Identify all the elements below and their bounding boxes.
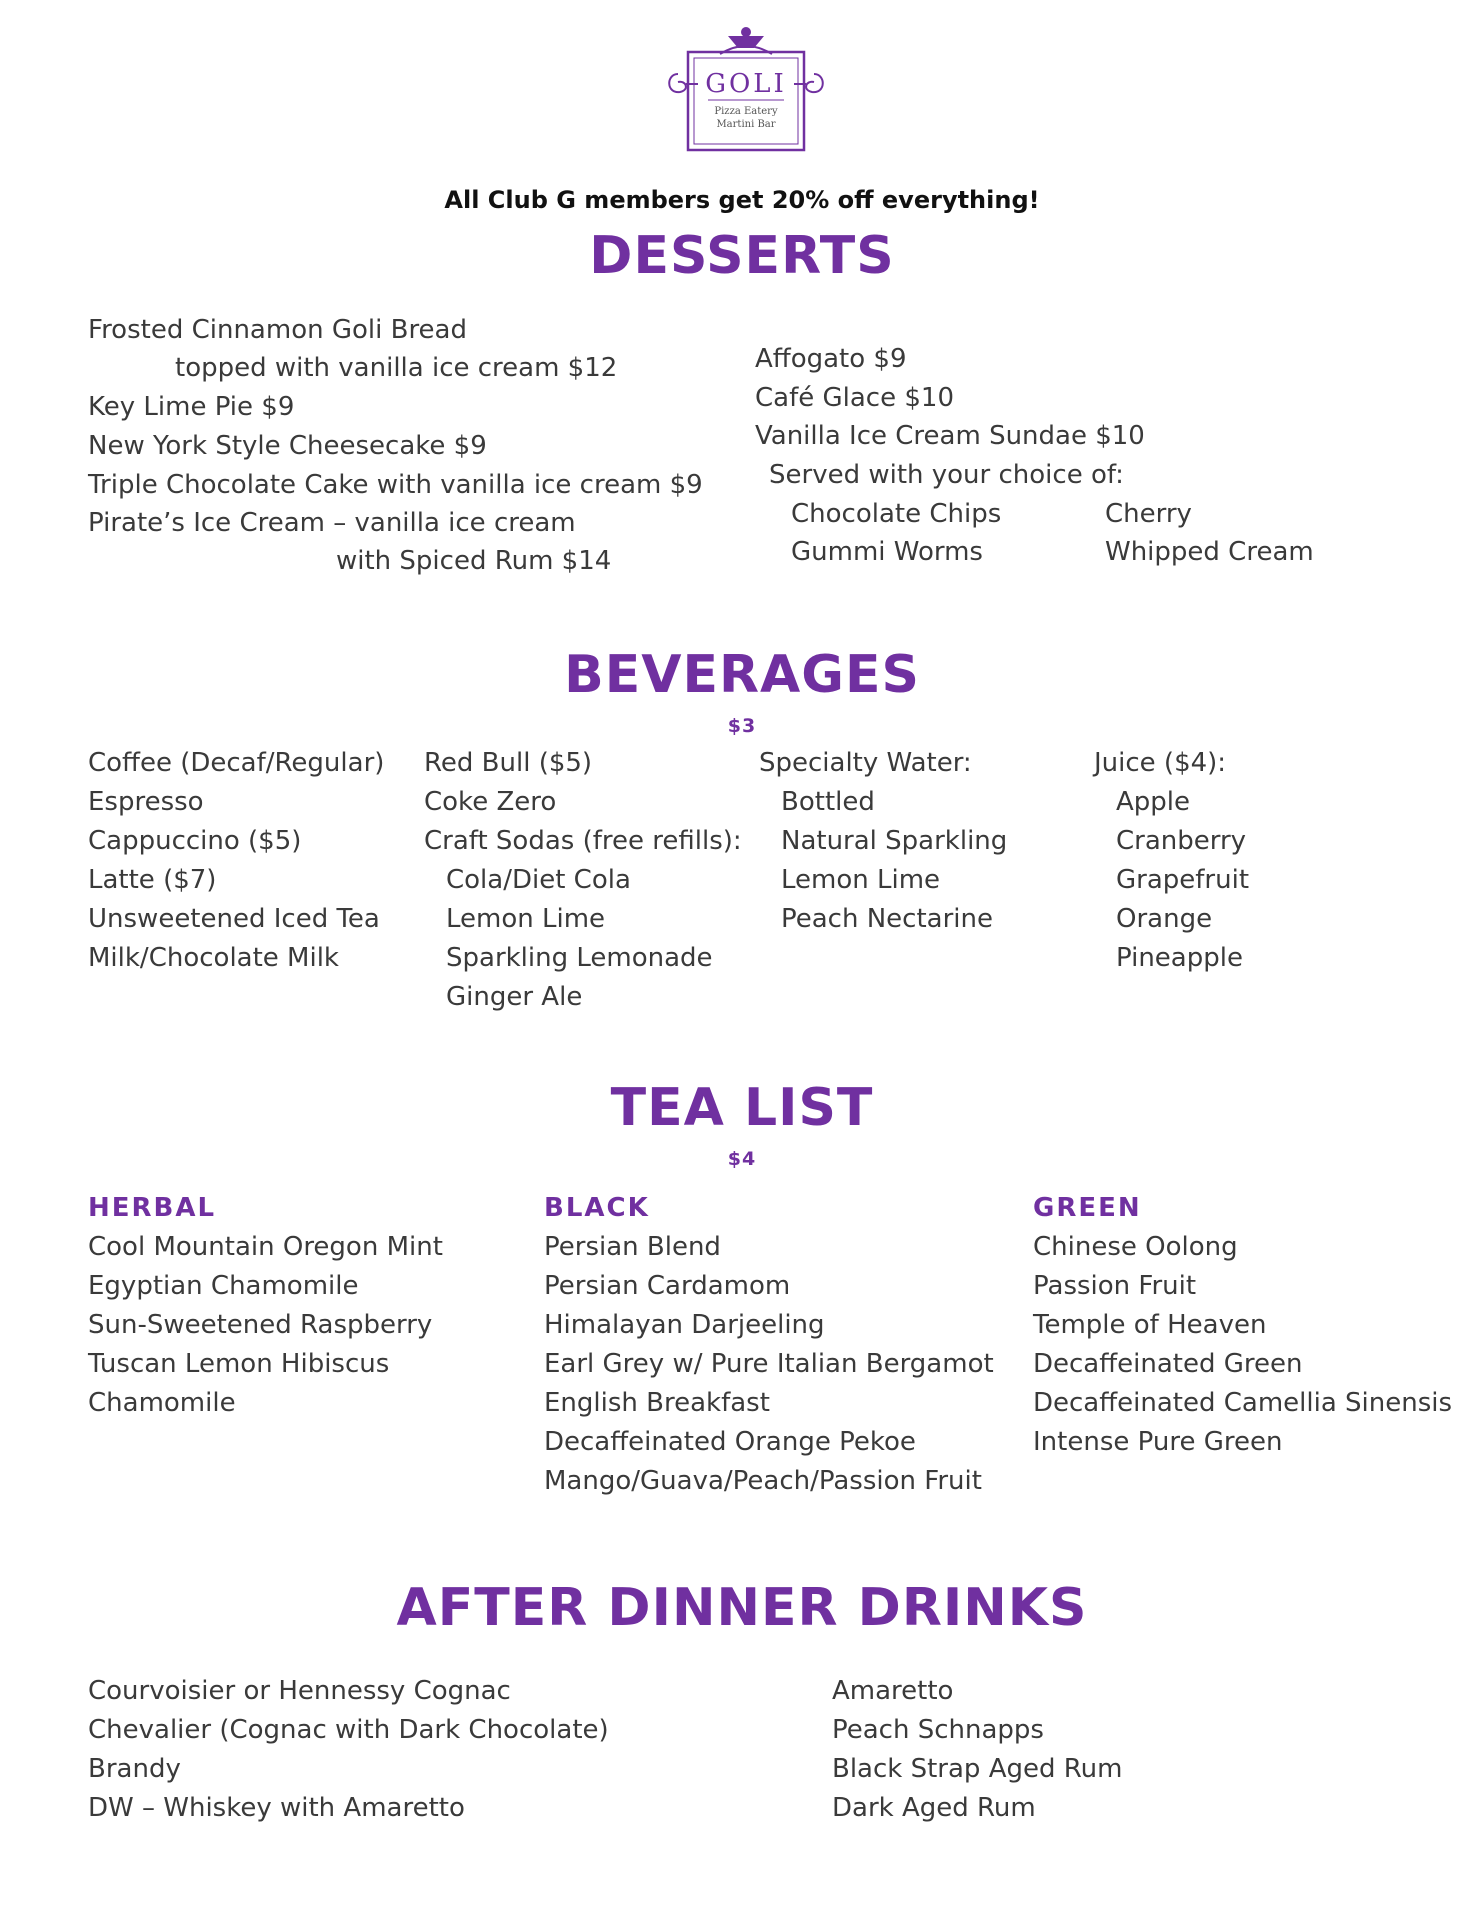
tea-item: Persian Cardamom — [544, 1271, 791, 1301]
topping-item: Gummi Worms — [791, 537, 983, 567]
tea-item: Temple of Heaven — [1033, 1310, 1267, 1340]
dessert-item: New York Style Cheesecake $9 — [88, 431, 487, 461]
tea-col-green — [1033, 1189, 1452, 1462]
beverage-subitem: Bottled — [781, 787, 875, 817]
beverage-subitem: Apple — [1116, 787, 1191, 817]
section-title-tea-list: TEA LIST — [610, 1078, 874, 1138]
dessert-item: Café Glace $10 — [755, 383, 954, 413]
beverage-subitem: Lemon Lime — [781, 865, 941, 895]
logo-brand: GOLI — [705, 69, 787, 99]
tea-col-herbal — [88, 1189, 443, 1423]
dessert-item: Affogato $9 — [755, 344, 907, 374]
tea-item: Chinese Oolong — [1033, 1232, 1238, 1262]
dessert-item: Triple Chocolate Cake with vanilla ice cream $9 — [88, 470, 703, 500]
drink-item: Peach Schnapps — [832, 1715, 1044, 1745]
tea-item: Persian Blend — [544, 1232, 721, 1262]
beverages-col-1 — [88, 744, 384, 978]
beverage-item: Latte ($7) — [88, 865, 217, 895]
beverage-item: Coke Zero — [424, 787, 557, 817]
beverage-item: Craft Sodas (free refills): — [424, 826, 742, 856]
tea-item: Sun-Sweetened Raspberry — [88, 1310, 433, 1340]
beverage-subitem: Ginger Ale — [446, 982, 583, 1012]
after-dinner-col-left — [88, 1672, 609, 1828]
goli-logo-icon — [664, 14, 828, 164]
beverage-subitem: Peach Nectarine — [781, 904, 993, 934]
dessert-item: Frosted Cinnamon Goli Bread — [88, 315, 467, 345]
tea-item: Earl Grey w/ Pure Italian Bergamot — [544, 1349, 994, 1379]
beverage-item: Espresso — [88, 787, 204, 817]
tea-item: Himalayan Darjeeling — [544, 1310, 825, 1340]
beverage-subitem: Cola/Diet Cola — [446, 865, 631, 895]
dessert-item: Served with your choice of: — [769, 460, 1124, 490]
dessert-item: Key Lime Pie $9 — [88, 392, 295, 422]
goli-logo — [664, 14, 828, 164]
drink-item: Dark Aged Rum — [832, 1793, 1036, 1823]
dessert-item: Vanilla Ice Cream Sundae $10 — [755, 421, 1145, 451]
tea-item: Decaffeinated Orange Pekoe — [544, 1427, 916, 1457]
beverage-subitem: Grapefruit — [1116, 865, 1250, 895]
beverage-item: Unsweetened Iced Tea — [88, 904, 380, 934]
beverage-item: Juice ($4): — [1094, 748, 1227, 778]
section-title-beverages: BEVERAGES — [564, 645, 920, 705]
beverage-subitem: Natural Sparkling — [781, 826, 1008, 856]
logo-line1: Pizza Eatery — [714, 106, 778, 117]
drink-item: DW – Whiskey with Amaretto — [88, 1793, 465, 1823]
topping-item: Whipped Cream — [1105, 537, 1314, 567]
tea-item: Mango/Guava/Peach/Passion Fruit — [544, 1466, 982, 1496]
tea-item: Chamomile — [88, 1388, 236, 1418]
tea-item: Passion Fruit — [1033, 1271, 1197, 1301]
topping-item: Chocolate Chips — [791, 499, 1002, 529]
drink-item: Brandy — [88, 1754, 181, 1784]
section-title-after-dinner-drinks: AFTER DINNER DRINKS — [396, 1578, 1088, 1638]
dessert-item: with Spiced Rum $14 — [336, 546, 612, 576]
drink-item: Chevalier (Cognac with Dark Chocolate) — [88, 1715, 609, 1745]
logo-line2: Martini Bar — [716, 119, 776, 130]
beverage-item: Red Bull ($5) — [424, 748, 593, 778]
topping-item: Cherry — [1105, 499, 1192, 529]
tea-category-green: GREEN — [1033, 1193, 1142, 1223]
tea-category-herbal: HERBAL — [88, 1193, 217, 1223]
tea-item: Decaffeinated Camellia Sinensis — [1033, 1388, 1453, 1418]
beverage-item: Coffee (Decaf/Regular) — [88, 748, 385, 778]
dessert-item: Pirate’s Ice Cream – vanilla ice cream — [88, 508, 576, 538]
beverage-subitem: Lemon Lime — [446, 904, 606, 934]
tea-item: Intense Pure Green — [1033, 1427, 1283, 1457]
tea-item: Cool Mountain Oregon Mint — [88, 1232, 443, 1262]
beverage-item: Milk/Chocolate Milk — [88, 943, 339, 973]
beverages-price: $3 — [727, 715, 757, 737]
beverage-subitem: Orange — [1116, 904, 1213, 934]
tea-item: Decaffeinated Green — [1033, 1349, 1303, 1379]
beverage-subitem: Sparkling Lemonade — [446, 943, 713, 973]
beverage-item: Specialty Water: — [759, 748, 972, 778]
beverage-subitem: Pineapple — [1116, 943, 1243, 973]
tea-item: Tuscan Lemon Hibiscus — [88, 1349, 390, 1379]
drink-item: Courvoisier or Hennessy Cognac — [88, 1676, 511, 1706]
beverages-col-4 — [1094, 744, 1249, 978]
dessert-item: topped with vanilla ice cream $12 — [175, 353, 618, 383]
beverages-col-3 — [759, 744, 1007, 939]
tea-item: English Breakfast — [544, 1388, 770, 1418]
beverage-item: Cappuccino ($5) — [88, 826, 302, 856]
beverages-col-2 — [424, 744, 742, 1017]
tea-price: $4 — [727, 1148, 757, 1170]
promo-banner: All Club G members get 20% off everything! — [444, 186, 1040, 214]
tea-category-black: BLACK — [544, 1193, 650, 1223]
tea-col-black — [544, 1189, 994, 1501]
tea-item: Egyptian Chamomile — [88, 1271, 359, 1301]
drink-item: Black Strap Aged Rum — [832, 1754, 1123, 1784]
section-title-desserts: DESSERTS — [589, 226, 895, 286]
drink-item: Amaretto — [832, 1676, 954, 1706]
after-dinner-col-right — [832, 1672, 1122, 1828]
beverage-subitem: Cranberry — [1116, 826, 1247, 856]
